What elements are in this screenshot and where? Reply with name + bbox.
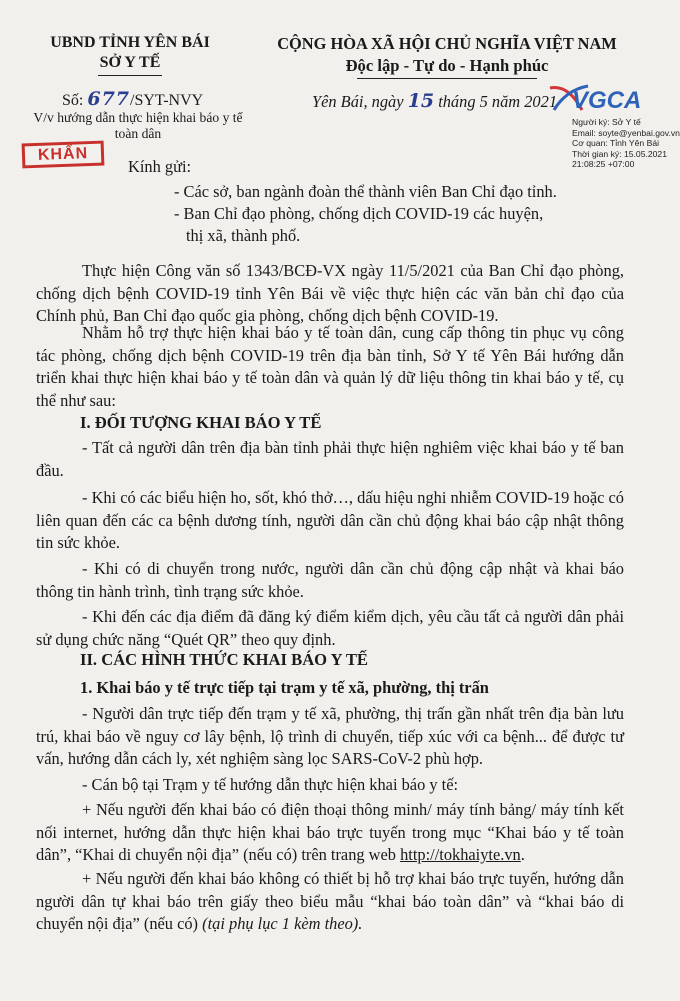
doc-number-suffix: /SYT-NVY xyxy=(130,92,204,109)
signature-meta-line: Email: soyte@yenbai.gov.vn xyxy=(572,127,680,138)
section-1-item: - Tất cả người dân trên địa bàn tỉnh phải thực hiện nghiêm việc khai báo y tế ban đầu. xyxy=(36,438,624,480)
vgca-logo xyxy=(548,80,654,116)
online-text: + Nếu người đến khai báo có điện thoại thông minh/ máy tính bảng/ máy tính kết nối internet, hướng dẫn thực hiện khai báo trực tuyến trong mục “Khai báo y tế toàn dân”, “Khai di chuyển nội địa” (nếu có) trên trang web xyxy=(36,800,624,865)
online-end: . xyxy=(520,845,525,865)
issue-date xyxy=(312,90,557,112)
urgent-stamp: KHẨN xyxy=(22,141,105,169)
signature-meta-line: Thời gian ký: 15.05.2021 xyxy=(572,148,667,159)
date-part1: Yên Bái, ngày xyxy=(312,92,404,111)
section-2-title: II. CÁC HÌNH THỨC KHAI BÁO Y TẾ xyxy=(80,650,368,669)
signature-meta-line: 21:08:25 +07:00 xyxy=(572,159,635,169)
signature-meta-line: Cơ quan: Tỉnh Yên Bái xyxy=(572,138,660,148)
intro-paragraph-2: Nhằm hỗ trợ thực hiện khai báo y tế toàn dân, cung cấp thông tin phục vụ công tác phòng, chống dịch bệnh COVID-19 trên địa bàn tỉnh, Sở Y tế Yên Bái hướng dẫn triển khai thực hiện khai báo y tế toàn dân và quản lý dữ liệu thông tin khai báo y tế, cụ thể như sau: xyxy=(36,323,624,410)
paper-text: + Nếu người đến khai báo không có thiết bị hỗ trợ khai báo trực tuyến, hướng dẫn người dân tự khai báo trên giấy theo biểu mẫu “khai báo toàn dân” và “khai báo di chuyển nội địa” (nếu có) xyxy=(36,869,624,934)
subject-line1: V/v hướng dẫn thực hiện khai báo y tế xyxy=(33,110,243,125)
date-part2: tháng 5 năm 2021 xyxy=(438,92,558,111)
subject xyxy=(20,110,256,142)
issuer-name: UBND TỈNH YÊN BÁI xyxy=(50,34,210,51)
section-1-title: I. ĐỐI TƯỢNG KHAI BÁO Y TẾ xyxy=(80,413,322,432)
section-1-item: - Khi có di chuyển trong nước, người dân cần chủ động cập nhật và khai báo thông tin hành trình, tình trạng sức khỏe. xyxy=(36,559,624,601)
header-right-underline xyxy=(357,78,537,79)
section-2-sub1-paragraph: - Người dân trực tiếp đến trạm y tế xã, phường, thị trấn gần nhất trên địa bàn lưu trú, khai báo về nguy cơ lây bệnh, lộ trình di chuyển, tiếp xúc với ca bệnh... để được tư vấn, hướng dẫn cách ly, xét nghiệm sàng lọc SARS-CoV-2 phù hợp. xyxy=(36,704,624,769)
tokhaiyte-link[interactable]: http://tokhaiyte.vn xyxy=(400,845,521,865)
header-left-underline xyxy=(98,75,162,76)
greeting: Kính gửi: xyxy=(128,157,192,176)
doc-number-prefix: Số: xyxy=(62,92,84,109)
section-1-item: - Khi có các biểu hiện ho, sốt, khó thở…, dấu hiệu nghi nhiễm COVID-19 hoặc có liên quan đến các ca bệnh dương tính, người dân cần chủ động khai báo cập nhật thông tin sức khỏe. xyxy=(36,488,624,553)
paper-appendix-note: (tại phụ lục 1 kèm theo). xyxy=(202,914,363,934)
section-2-sub1-paper xyxy=(36,868,624,936)
section-1-item: - Khi đến các địa điểm đã đăng ký điểm kiểm dịch, yêu cầu tất cả người dân phải sử dụng chức năng “Quét QR” theo quy định. xyxy=(36,607,624,649)
doc-number xyxy=(62,88,203,110)
recipient-1: - Các sở, ban ngành đoàn thể thành viên Ban Chỉ đạo tỉnh. xyxy=(174,182,557,201)
signature-meta xyxy=(572,117,680,170)
section-2-sub1-paragraph: - Cán bộ tại Trạm y tế hướng dẫn thực hiện khai báo y tế: xyxy=(82,775,459,794)
vgca-logo-icon xyxy=(548,80,654,116)
section-2-sub1-title: 1. Khai báo y tế trực tiếp tại trạm y tế xã, phường, thị trấn xyxy=(80,678,489,697)
national-motto: Độc lập - Tự do - Hạnh phúc xyxy=(345,56,549,75)
recipient-2-cont: thị xã, thành phố. xyxy=(186,226,301,245)
intro-paragraph-1: Thực hiện Công văn số 1343/BCĐ-VX ngày 11/5/2021 của Ban Chỉ đạo phòng, chống dịch bệnh COVID-19 tỉnh Yên Bái về việc thực hiện các văn bản chỉ đạo của Chính phủ, Ban Chỉ đạo quốc gia phòng, chống dịch bệnh COVID-19. xyxy=(36,261,624,326)
date-day-handwritten: 15 xyxy=(407,90,435,112)
recipient-2: - Ban Chỉ đạo phòng, chống dịch COVID-19 các huyện, xyxy=(174,204,544,223)
signature-meta-line: Người ký: Sở Y tế xyxy=(572,117,641,127)
doc-number-handwritten: 677 xyxy=(87,88,131,110)
department-name: SỞ Y TẾ xyxy=(99,54,161,71)
subject-line2: toàn dân xyxy=(114,126,162,141)
vgca-logo-text: VGCA xyxy=(572,87,642,114)
national-title: CỘNG HÒA XÃ HỘI CHỦ NGHĨA VIỆT NAM xyxy=(277,34,617,53)
section-2-sub1-online xyxy=(36,799,624,867)
